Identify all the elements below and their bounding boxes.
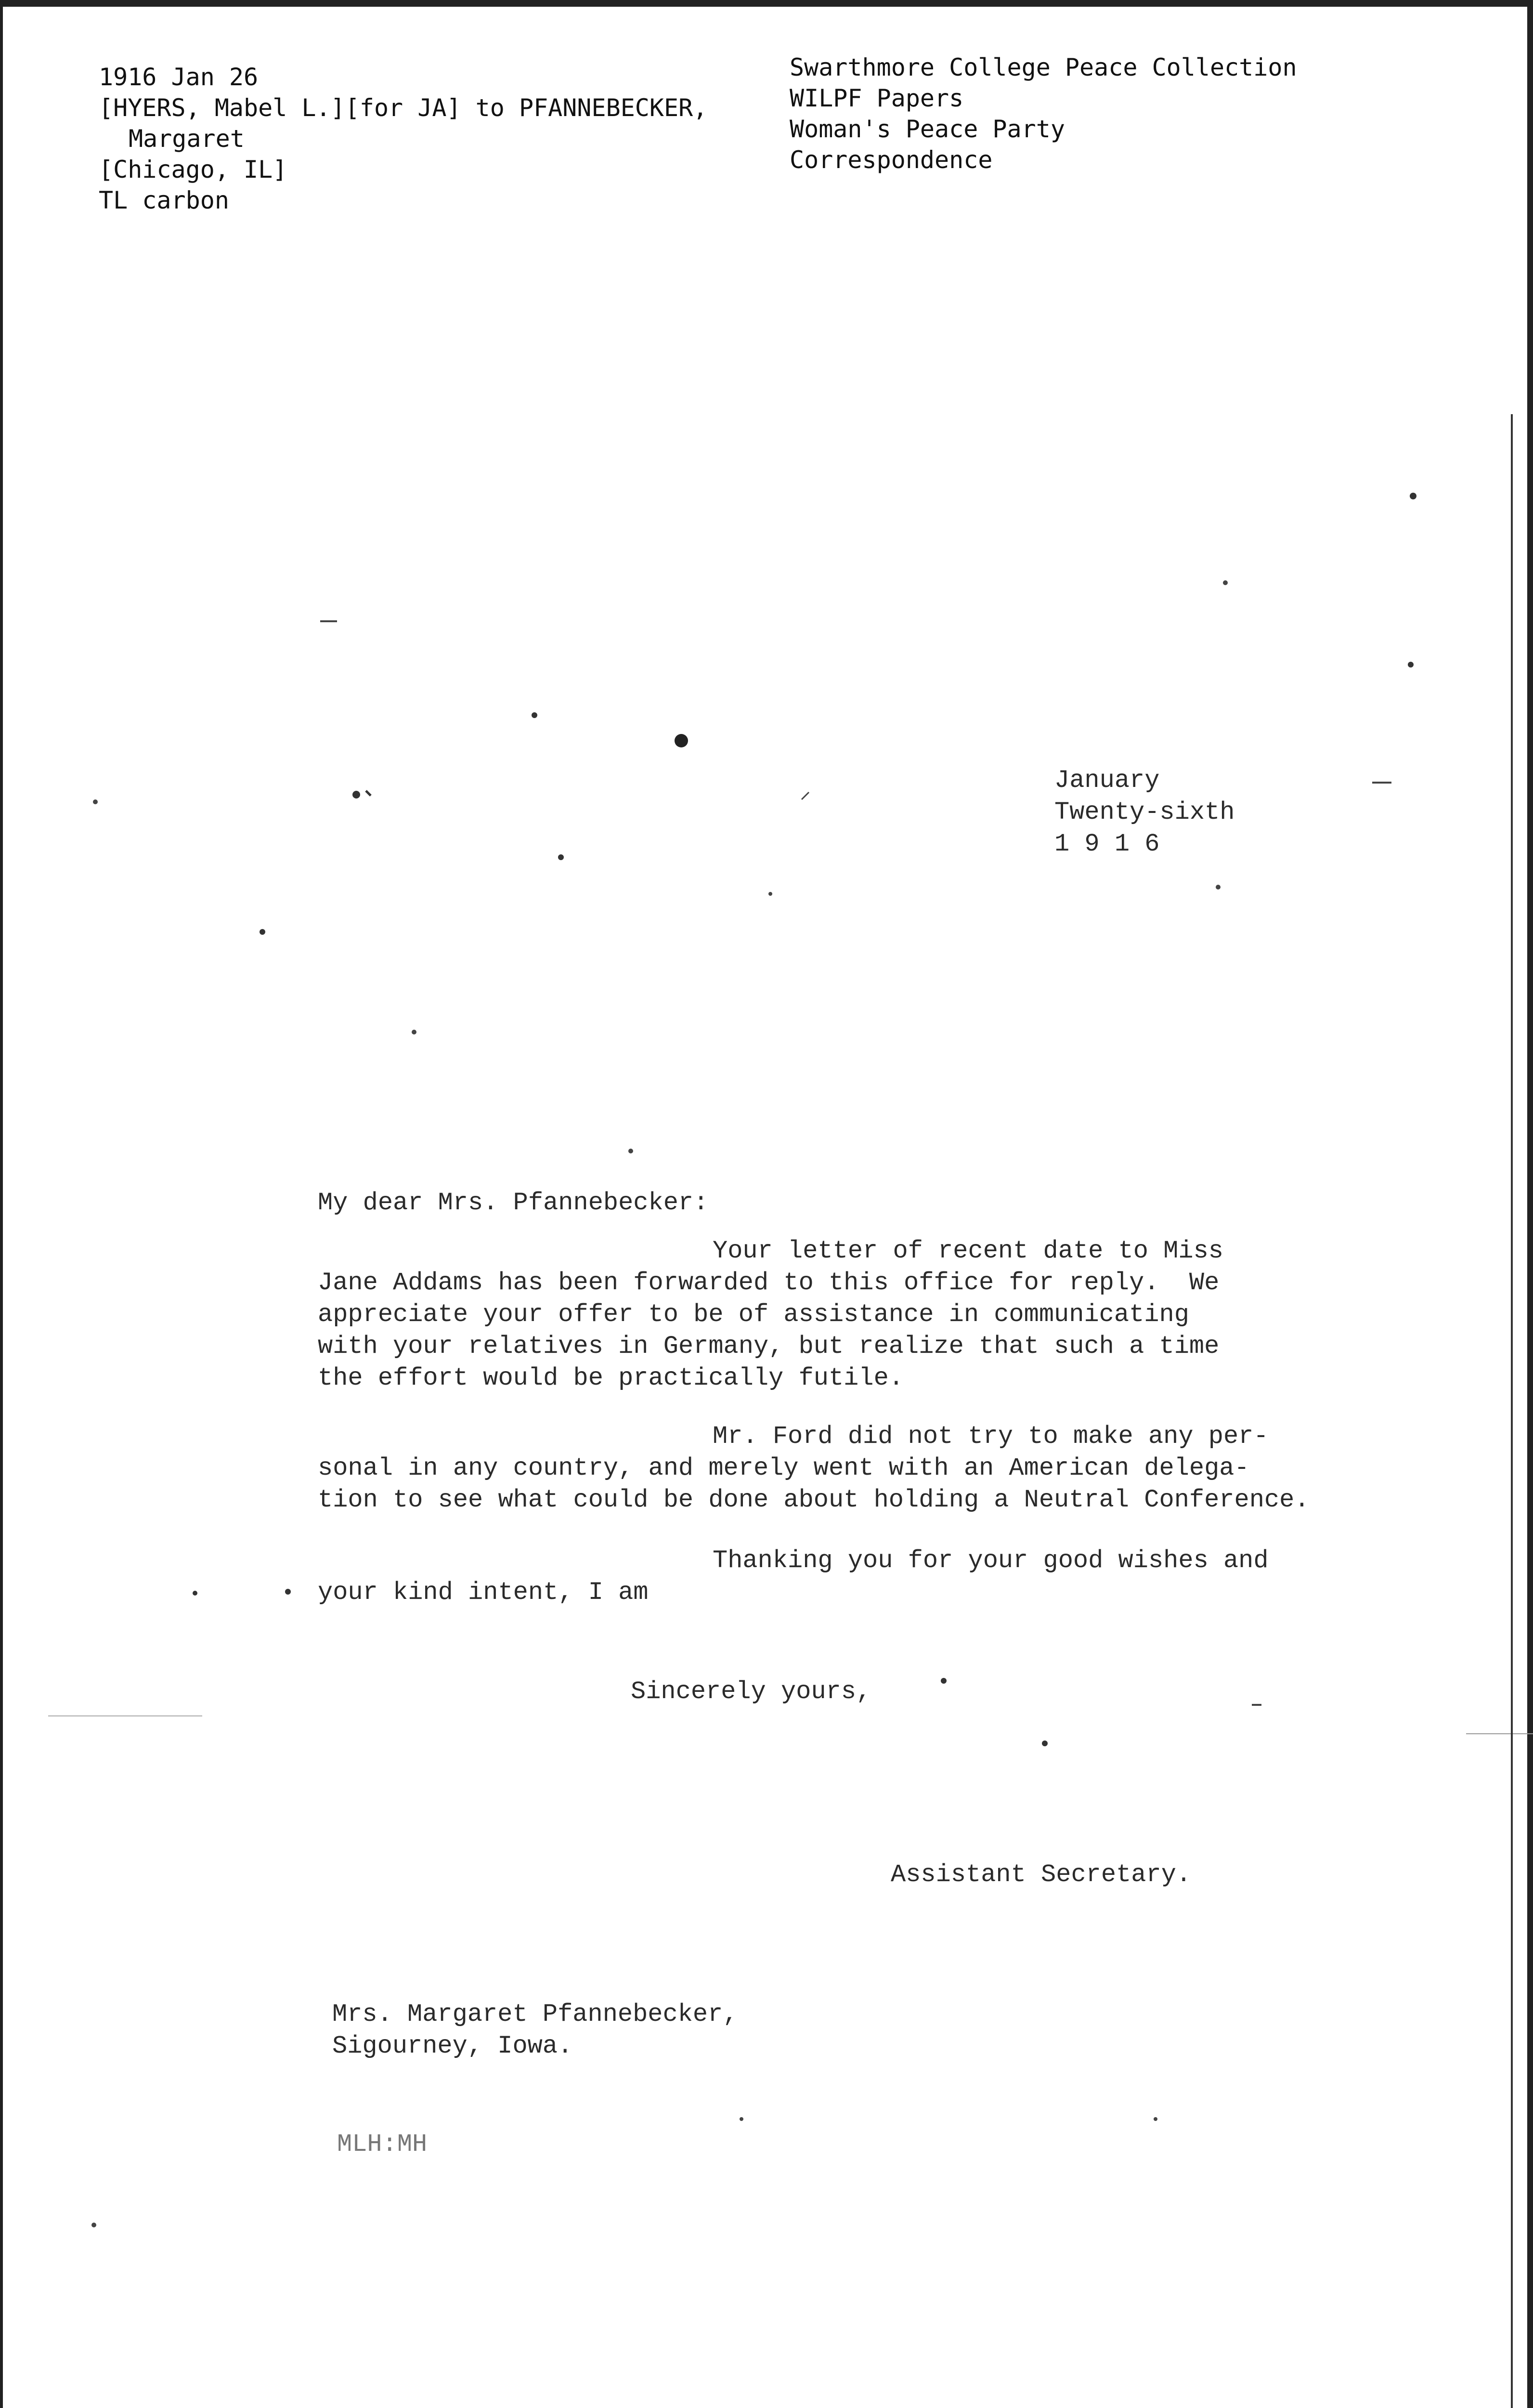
paragraph-line: appreciate your offer to be of assistance in communicating <box>318 1300 1189 1329</box>
address-name: Mrs. Margaret Pfannebecker, <box>332 2000 738 2028</box>
collection-papers: WILPF Papers <box>790 84 964 112</box>
letter-dateline <box>1054 765 1234 860</box>
date-year: 1 9 1 6 <box>1054 830 1160 858</box>
paragraph-line: Jane Addams has been forwarded to this office for reply. We <box>318 1269 1220 1297</box>
date-month: January <box>1054 766 1160 795</box>
paragraph-line: Thanking you for your good wishes and <box>713 1546 1269 1575</box>
collection-name: Swarthmore College Peace Collection <box>790 53 1297 81</box>
paragraph-line: with your relatives in Germany, but realize that such a time <box>318 1332 1220 1361</box>
page-edge-top <box>0 0 1533 7</box>
letter-salutation: My dear Mrs. Pfannebecker: <box>318 1189 709 1217</box>
collection-series: Woman's Peace Party <box>790 115 1065 143</box>
paragraph-line: the effort would be practically futile. <box>318 1364 904 1392</box>
date-day: Twenty-sixth <box>1054 798 1235 826</box>
catalog-recipient-firstname: Margaret <box>129 125 245 153</box>
catalog-place: [Chicago, IL] <box>99 156 287 183</box>
recipient-address <box>332 1999 738 2062</box>
catalog-correspondents: [HYERS, Mabel L.][for JA] to PFANNEBECKER, <box>99 94 708 122</box>
paragraph-line: Your letter of recent date to Miss <box>713 1237 1223 1265</box>
page-edge-right <box>1527 0 1533 2408</box>
catalog-header-right <box>790 52 1297 175</box>
paragraph-line: sonal in any country, and merely went with an American delega- <box>318 1454 1249 1482</box>
letter-closing: Sincerely yours, <box>631 1677 871 1706</box>
letter-signature-title: Assistant Secretary. <box>891 1860 1192 1889</box>
letter-paragraph-2 <box>318 1421 1324 1516</box>
catalog-header-left <box>99 62 707 216</box>
catalog-date: 1916 Jan 26 <box>99 63 259 91</box>
typist-initials: MLH:MH <box>337 2130 428 2159</box>
page-edge-left <box>0 0 3 2408</box>
collection-subseries: Correspondence <box>790 146 993 174</box>
paragraph-line: your kind intent, I am <box>318 1578 649 1607</box>
paragraph-line: tion to see what could be done about holding a Neutral Conference. <box>318 1486 1310 1514</box>
letter-paragraph-1 <box>318 1235 1324 1394</box>
letter-paragraph-3 <box>318 1545 1324 1609</box>
catalog-format: TL carbon <box>99 186 229 214</box>
paragraph-line: Mr. Ford did not try to make any per- <box>713 1422 1269 1451</box>
address-place: Sigourney, Iowa. <box>332 2032 573 2060</box>
